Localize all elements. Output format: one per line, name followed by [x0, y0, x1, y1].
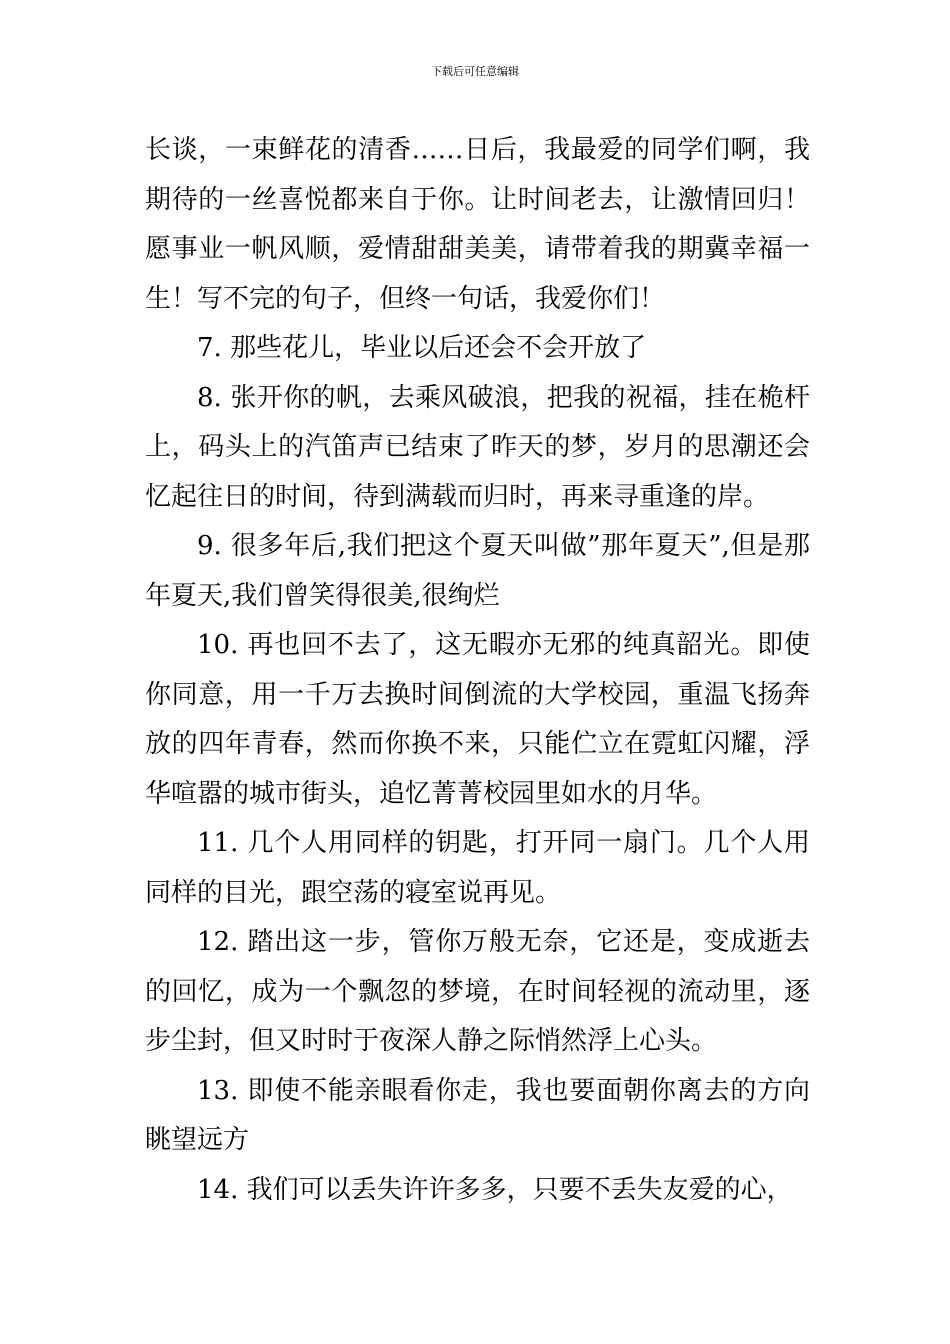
paragraph-item-10: 10. 再也回不去了，这无暇亦无邪的纯真韶光。即使你同意，用一千万去换时间倒流的大学校园，重温飞扬奔放的四年青春，然而你换不来，只能伫立在霓虹闪耀，浮华喧嚣的城市街头，追忆菁菁校园里如水的月华。 [145, 630, 810, 809]
paragraph-item-14: 14. 我们可以丢失许许多多，只要不丢失友爱的心， [197, 1174, 793, 1205]
document-body [145, 126, 810, 1215]
paragraph-item-11: 11. 几个人用同样的钥匙，打开同一扇门。几个人用同样的目光，跟空荡的寝室说再见。 [145, 828, 810, 908]
paragraph-item-7: 7. 那些花儿，毕业以后还会不会开放了 [197, 333, 647, 363]
paragraph-item-8: 8. 张开你的帆，去乘风破浪，把我的祝福，挂在桅杆上，码头上的汽笛声已结束了昨天的梦，岁月的思潮还会忆起往日的时间，待到满载而归时，再来寻重逢的岸。 [145, 382, 810, 512]
paragraph-item-13: 13. 即使不能亲眼看你走，我也要面朝你离去的方向眺望远方 [145, 1075, 810, 1155]
page-header: 下载后可任意编辑 [431, 65, 519, 78]
paragraph-item-9: 9. 很多年后,我们把这个夏天叫做”那年夏天”,但是那年夏天,我们曾笑得很美,很绚烂 [145, 531, 810, 611]
paragraph-continuation: 长谈，一束鲜花的清香……日后，我最爱的同学们啊，我期待的一丝喜悦都来自于你。让时间老去，让激情回归！愿事业一帆风顺，爱情甜甜美美，请带着我的期冀幸福一生！写不完的句子，但终一句话，我爱你们！ [145, 135, 810, 314]
paragraph-item-12: 12. 踏出这一步，管你万般无奈，它还是，变成逝去的回忆，成为一个飘忽的梦境，在时间轻视的流动里，逐步尘封，但又时时于夜深人静之际悄然浮上心头。 [145, 927, 810, 1056]
